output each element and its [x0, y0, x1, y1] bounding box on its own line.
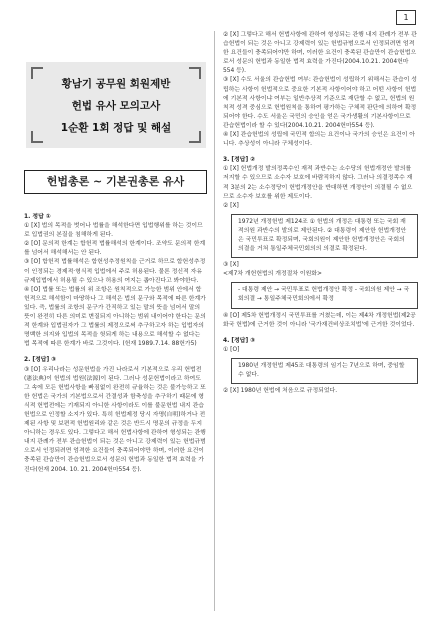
title-line-2: 헌법 유사 모의고사: [71, 100, 161, 112]
quoted-provision-box: 1980년 개정헌법 제45조 대통령의 임기는 7년으로 하며, 중임할 수 없다.: [231, 358, 418, 384]
explanation-paragraph: ② [X]: [223, 202, 239, 209]
explanation-paragraph: ② [X] 그렇다고 해서 헌법사항에 관하여 형성되는 관행 내지 관례가 전부 관습헌법이 되는 것은 아니고 강제력이 있는 헌법규범으로서 인정되려면 엄격한 요건들이 충족되어야만 하며, 이러한 요건이 충족된 관습만이 관습헌법으로서 성문의 헌법과 동일한 법적 효력을 가진다(2004.10.21. 2004헌마554 등).: [223, 32, 417, 75]
explanation-paragraph: ② [X] 1980년 헌법에 처음으로 규정되었다.: [223, 388, 338, 395]
page-number: 1: [396, 10, 416, 25]
title-line-3: 1순환 1회 정답 및 해설: [60, 122, 172, 134]
right-column: [223, 31, 418, 396]
title-box: [26, 62, 206, 148]
explanation-paragraph: ② [O] 문의적 한계는 합헌적 법률해석의 한계이다. 조약도 문의적 한계를 넘어서 해석해서는 안 된다.: [24, 241, 206, 257]
spacer: [223, 330, 418, 335]
explanation-paragraph: ③ [X]: [223, 262, 239, 269]
column-divider: [214, 31, 215, 611]
explanation-paragraph: ③ [O] 우리나라는 성문헌법을 가진 나라로서 기본적으로 우리 헌법전(憲法典)이 헌법의 법원(法源)이 된다. 그러나 성문헌법이라고 하여도 그 속에 모든 헌법사항을 빠짐없이 완전히 규율하는 것은 불가능하고 또한 헌법은 국가의 기본법으로서 간결성과 함축성을 추구하기 때문에 형식적 헌법전에는 기재되지 아니한 사항이라도 이를 불문헌법 내지 관습헌법으로 인정할 소지가 있다. 특히 헌법제정 당시 자명(自明)하거나 전제된 사항 및 보편적 헌법원리와 같은 것은 반드시 명문의 규정을 두지 아니하는 경우도 있다. 그렇다고 해서 헌법사항에 관하여 형성되는 관행 내지 관례가 전부 관습헌법이 되는 것은 아니고 강제력이 있는 헌법규범으로서 인정되려면 엄격한 요건들이 충족되어야만 하며, 이러한 요건이 충족된 관습만이 관습헌법으로서 성문의 헌법과 동일한 법적 효력을 가진다(헌재 2004. 10. 21. 2004헌마554 등).: [24, 366, 206, 473]
explanation-paragraph: ① [X] 헌법개정 발의정족수인 재적 과반수는 소수당의 헌법개정안 발의를 저지할 수 있으므로 소수자 보호에 바람직하지 않다. 그러나 의결정족수 재적 3분의 2는 소수정당이 헌법개정안을 반대하면 개정안이 의결될 수 없으므로 소수자 보호를 위한 제도이다.: [223, 166, 413, 200]
title-line-1: 황남기 공무원 회원제반: [61, 78, 171, 90]
left-column: [24, 211, 207, 475]
explanation-paragraph: ④ [O] 제5차 헌법개정시 국민투표를 거쳤는데, 이는 제4차 개정헌법(제2공화국 헌법)에 근거한 것이 아니라 '국가재건비상조치법'에 근거한 것이었다.: [223, 312, 416, 328]
explanation-paragraph: <제7차 개헌헌법의 개정절차 이원화>: [223, 271, 322, 278]
spacer: [24, 349, 207, 354]
answer-heading: 3. [정답] ②: [223, 157, 256, 164]
explanation-paragraph: ① [O]: [223, 346, 240, 353]
section-heading: 헌법총론 ~ 기본권총론 유사: [24, 170, 207, 194]
explanation-paragraph: ③ [X] 수도 서울의 관습헌법 여부: 관습헌법이 성립하기 위해서는 관습이 성립하는 사항이 헌법적으로 중요한 기본적 사항이어야 하고 어떤 사항이 헌법에 기본적 사항이냐 여부는 일반추상적 기준으로 재단할 수 없고, 헌법의 원칙적 성격 중심으로 헌법원칙을 통하여 평가하는 구체적 판단에 의하여 확정되어야 한다. 수도 서울은 국민의 승인을 얻은 국가생활의 기본사항이므로 관습헌법이라 할 수 있다(2004.10.21. 2004헌마554 등).: [223, 77, 417, 129]
spacer: [223, 149, 418, 154]
quoted-provision-box: - 대통령 제안 → 국민투표로 헌법개정안 확정 - 국회의원 제안 → 국회의결 → 통일주체국민회의에서 확정: [231, 282, 418, 308]
answer-heading: 2. [정답] ③: [24, 357, 57, 364]
answer-heading: 4. [정답] ③: [223, 337, 256, 344]
explanation-paragraph: ③ [O] 합헌적 법률해석은 합헌성추정원칙을 근거로 하므로 합헌성추정이 인정되는 경제적·형식적 입법에서 주로 허용된다. 물론 정신적 자유규제입법에서 허용될 수 있으나 허용의 여지는 좁아진다고 봐야한다.: [24, 259, 206, 284]
answer-heading: 1. 정답 ①: [24, 214, 51, 220]
quoted-provision-box: 1972년 개정헌법 제124조 ① 헌법의 개정은 대통령 또는 국회 재적의원 과반수의 발의로 제안된다. ② 대통령이 제안한 헌법개정안은 국민투표로 확정되며, 국회의원이 제안한 헌법개정안은 국회의 의결을 거쳐 통일주체국민회의의 의결로 확정된다.: [231, 214, 418, 258]
explanation-paragraph: ④ [O] 법률 또는 법률의 위 조항은 원칙적으로 가능한 범위 안에서 합헌적으로 해석함이 마땅하나 그 해석은 법의 문구와 목적에 따른 한계가 있다. 즉, 법률의 조항의 문구가 간직하고 있는 말의 뜻을 넘어서 말의 뜻이 완전히 다른 의미로 변질되지 아니하는 범위 내이어야 한다는 문의적 한계와 입법권자가 그 법률의 제정으로써 추구하고자 하는 입법자의 명백한 의지와 입법의 목적을 헛되게 하는 내용으로 해석할 수 없다는 법 목적에 따른 한계가 바로 그것이다. (헌재 1989.7.14. 88헌가5): [24, 286, 206, 348]
explanation-paragraph: ① [X] 법의 목적을 벗어나 법률을 해석한다면 입법행위를 하는 것이므로 입법권의 본질을 침해하게 된다.: [24, 223, 203, 239]
explanation-paragraph: ④ [X] 관습헌법의 성립에 국민적 합의는 요건이나 국가의 승인은 요건이 아니다. 추상성이 아니라 구체성이다.: [223, 132, 415, 148]
